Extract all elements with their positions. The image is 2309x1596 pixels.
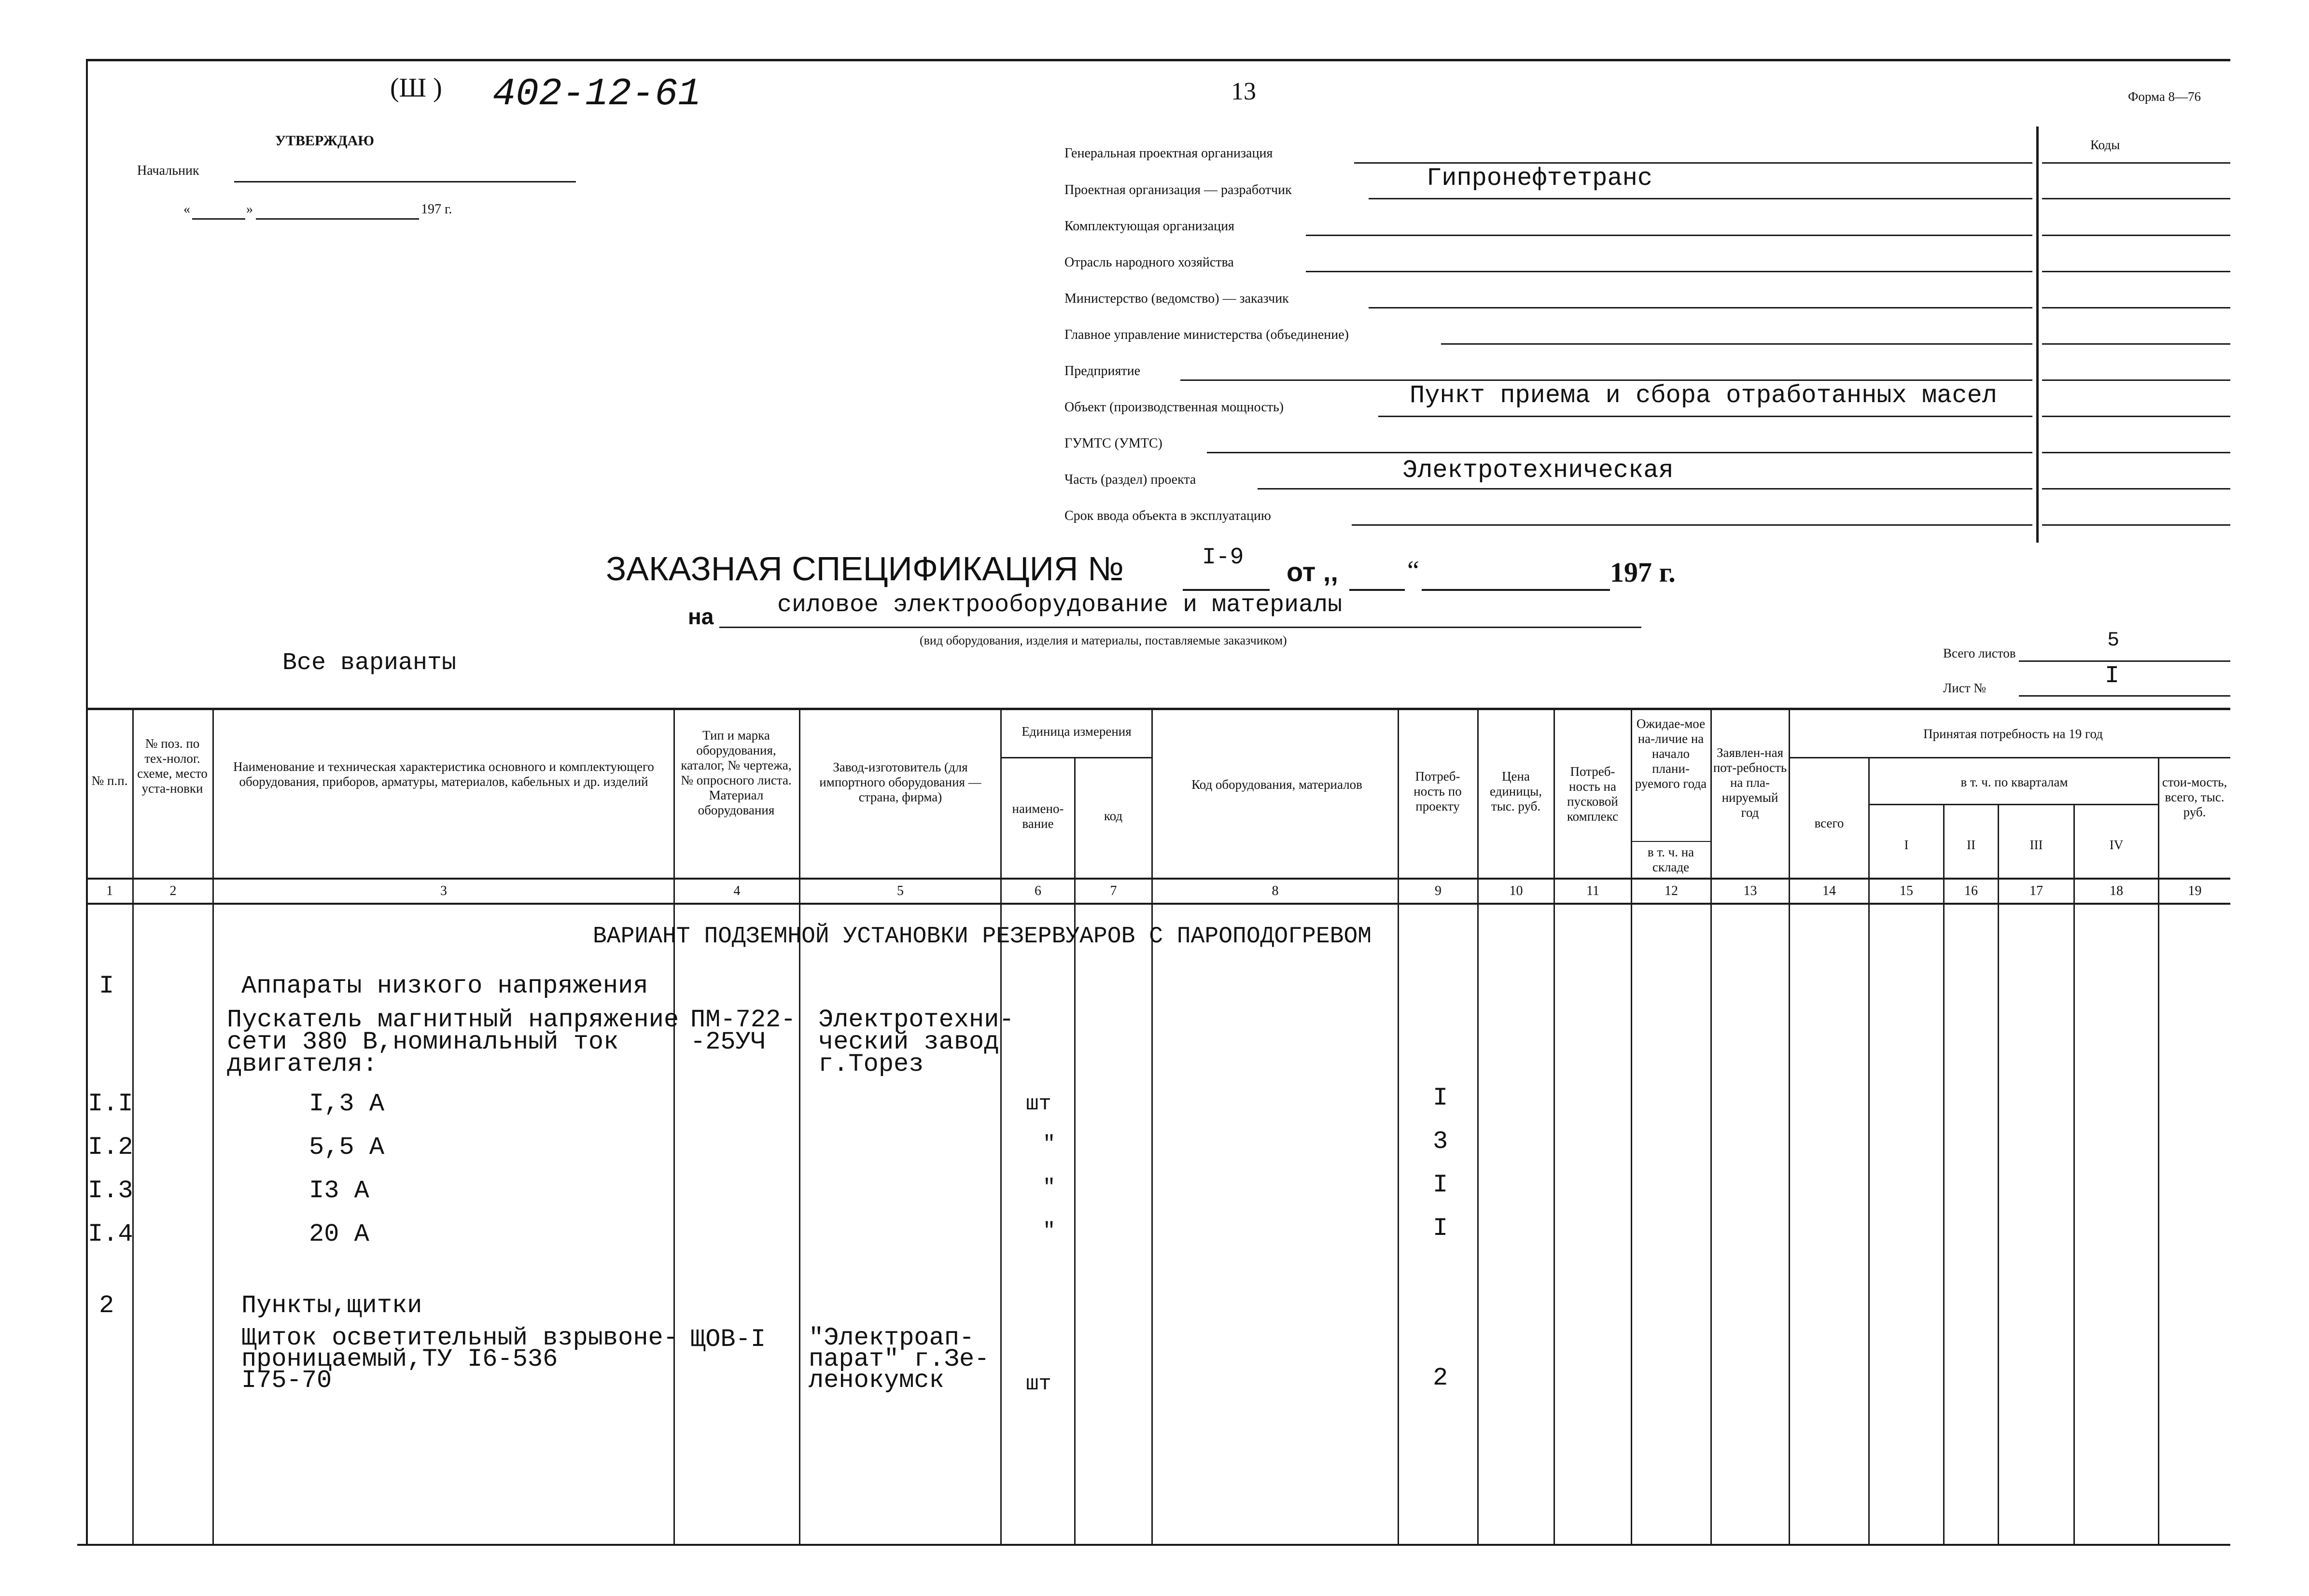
hdr-q1: I (1904, 838, 1909, 852)
spec-subject-line (719, 627, 1641, 628)
hdr-expected: Ожидае-мое на-личие на начало плани-руемого года (1635, 716, 1707, 791)
date-year: 197 г. (421, 202, 452, 217)
hdr-num: № п.п. (91, 773, 128, 788)
colnum-9: 9 (1435, 883, 1441, 898)
hdr-total: всего (1814, 816, 1844, 830)
colnum-17: 17 (2029, 883, 2043, 898)
org-label-main-dept: Главное управление министерства (объединение) (1064, 327, 1349, 342)
colnum-13: 13 (1743, 883, 1757, 898)
page-number: 13 (1231, 78, 1256, 105)
org-value-object: Пункт приема и сбора отработанных масел (1410, 381, 1997, 410)
row-num: I.I (88, 1090, 133, 1118)
hdr-in-stock: в т. ч. на складе (1647, 845, 1694, 874)
sheet-value: I (2105, 662, 2120, 690)
colnum-bottom-line (87, 903, 2230, 905)
colnum-6: 6 (1035, 883, 1041, 898)
row-unit: " (1043, 1219, 1056, 1243)
org-label-gumts: ГУМТС (УМТС) (1064, 436, 1162, 451)
row-qty: 3 (1433, 1127, 1448, 1156)
row-name: Щиток осветительный взрывоне- проницаемый,ТУ I6-536 I75-70 (241, 1324, 678, 1395)
colnum-2: 2 (169, 883, 177, 898)
hdr-launch: Потреб-ность на пусковой комплекс (1567, 764, 1619, 824)
org-label-enterprise: Предприятие (1064, 364, 1141, 378)
row-name: 20 A (309, 1220, 369, 1248)
spec-number: I-9 (1202, 545, 1244, 571)
row-num: I.2 (88, 1133, 133, 1162)
hdr-maker: Завод-изготовитель (для импортного оборудования — страна, фирма) (819, 760, 981, 804)
frame-top-line (87, 59, 2230, 61)
spec-month-line (1422, 589, 1610, 591)
colnum-8: 8 (1272, 883, 1279, 898)
org-label-general: Генеральная проектная организация (1064, 146, 1273, 161)
row-maker: Электротехни- ческий завод г.Торез (818, 1006, 1014, 1078)
row-name: Аппараты низкого напряжения (241, 972, 648, 1000)
row-qty: I (1433, 1214, 1448, 1243)
org-value-developer: Гипронефтетранс (1427, 164, 1653, 193)
hdr-cost: стои-мость, всего, тыс. руб. (2162, 775, 2227, 819)
org-label-complect: Комплектующая организация (1064, 219, 1234, 234)
colnum-4: 4 (733, 883, 741, 898)
date-day-line (192, 218, 245, 220)
frame-bottom-line (77, 1544, 2230, 1546)
row-qty: 2 (1433, 1364, 1448, 1392)
table-top-line (87, 708, 2230, 710)
hdr-q4: IV (2109, 838, 2124, 852)
frame-left-line (86, 59, 88, 1546)
spec-na: на (688, 604, 714, 629)
hdr-q3: III (2029, 838, 2043, 852)
spec-number-line (1183, 589, 1270, 591)
variant-heading: ВАРИАНТ ПОДЗЕМНОЙ УСТАНОВКИ РЕЗЕРВУАРОВ С ПАРОПОДОГРЕВОМ (593, 924, 1372, 950)
colnum-15: 15 (1900, 883, 1913, 898)
hdr-unit-name: наимено-вание (1012, 801, 1064, 831)
row-name: I3 A (309, 1176, 369, 1205)
spec-subject: силовое электрооборудование и материалы (777, 591, 1343, 619)
hdr-item-code: Код оборудования, материалов (1191, 777, 1362, 792)
row-num: I (99, 972, 114, 1000)
row-name: 5,5 A (309, 1133, 385, 1162)
date-month-line (256, 218, 419, 220)
spec-title: ЗАКАЗНАЯ СПЕЦИФИКАЦИЯ № (606, 550, 1124, 588)
row-unit: шт (1026, 1092, 1051, 1116)
row-type: ПМ-722- -25УЧ (690, 1006, 796, 1056)
colnum-19: 19 (2188, 883, 2202, 898)
approve-title: УТВЕРЖДАЮ (275, 133, 375, 149)
spec-year: 197 г. (1610, 557, 1676, 588)
org-label-part: Часть (раздел) проекта (1064, 472, 1196, 487)
date-mid: » (246, 202, 253, 217)
row-num: 2 (99, 1291, 114, 1320)
hdr-pos: № поз. по тех-нолог. схеме, место уста-новки (137, 736, 208, 796)
total-sheets-label: Всего листов (1943, 646, 2016, 660)
codes-header: Коды (2090, 138, 2120, 152)
hdr-q2: II (1967, 838, 1975, 852)
colnum-12: 12 (1665, 883, 1678, 898)
hdr-need: Потреб-ность по проекту (1413, 769, 1462, 813)
hdr-type: Тип и марка оборудования, каталог, № чертежа, № опросного листа. Материал оборудования (681, 728, 792, 817)
hdr-quarters: в т. ч. по кварталам (1960, 775, 2068, 789)
hdr-declared: Заявлен-ная пот-ребность на пла-нируемый год (1713, 745, 1787, 820)
chief-label: Начальник (137, 163, 199, 178)
spec-quote: “ (1407, 556, 1419, 586)
row-qty: I (1433, 1084, 1448, 1112)
row-unit: " (1043, 1176, 1056, 1200)
colnum-10: 10 (1509, 883, 1523, 898)
row-name: I,3 A (309, 1090, 385, 1118)
colnum-3: 3 (440, 883, 447, 898)
chief-line (234, 181, 576, 182)
row-type: ЩОВ-I (690, 1325, 766, 1354)
header-bottom-line (87, 878, 2230, 880)
codes-left-line (2036, 126, 2039, 543)
org-label-object: Объект (производственная мощность) (1064, 400, 1284, 415)
spec-subject-caption: (вид оборудования, изделия и материалы, поставляемые заказчиком) (920, 633, 1287, 647)
org-label-deadline: Срок ввода объекта в эксплуатацию (1064, 508, 1271, 523)
spec-day-line (1349, 589, 1405, 591)
total-sheets-value: 5 (2107, 629, 2120, 652)
row-num: I.3 (88, 1176, 133, 1205)
colnum-1: 1 (106, 883, 113, 898)
row-name: Пункты,щитки (241, 1291, 422, 1320)
colnum-18: 18 (2110, 883, 2123, 898)
hdr-name: Наименование и техническая характеристика основного и комплектующего оборудования, приборов, арматуры, материалов, кабельных и др. изделий (233, 759, 654, 789)
org-label-developer: Проектная организация — разработчик (1064, 182, 1292, 197)
org-label-industry: Отрасль народного хозяйства (1064, 255, 1234, 270)
colnum-7: 7 (1110, 883, 1117, 898)
colnum-11: 11 (1586, 883, 1599, 898)
hdr-accepted: Принятая потребность на 19 год (1923, 727, 2103, 741)
series-prefix: (Ш ) (390, 73, 442, 103)
row-qty: I (1433, 1171, 1448, 1199)
form-label: Форма 8—76 (2128, 89, 2201, 104)
row-unit: " (1043, 1132, 1056, 1156)
org-value-part: Электротехническая (1402, 456, 1674, 485)
colnum-16: 16 (1964, 883, 1978, 898)
hdr-price: Цена единицы, тыс. руб. (1489, 769, 1542, 813)
series-number: 402-12-61 (492, 72, 701, 116)
row-name: Пускатель магнитный напряжение сети 380 В,номинальный ток двигателя: (227, 1006, 679, 1078)
date-open: « (183, 202, 190, 217)
org-label-ministry: Министерство (ведомство) — заказчик (1064, 291, 1289, 306)
sheet-label: Лист № (1943, 681, 1987, 695)
hdr-unit: Единица измерения (1022, 724, 1132, 739)
variants-label: Все варианты (282, 649, 457, 677)
spec-from: от ,, (1287, 557, 1338, 587)
row-num: I.4 (88, 1220, 133, 1248)
colnum-5: 5 (897, 883, 904, 898)
row-unit: шт (1026, 1372, 1051, 1396)
hdr-unit-code: код (1104, 809, 1123, 823)
row-maker: "Электроап- парат" г.Зе- ленокумск (809, 1324, 990, 1395)
colnum-14: 14 (1822, 883, 1836, 898)
